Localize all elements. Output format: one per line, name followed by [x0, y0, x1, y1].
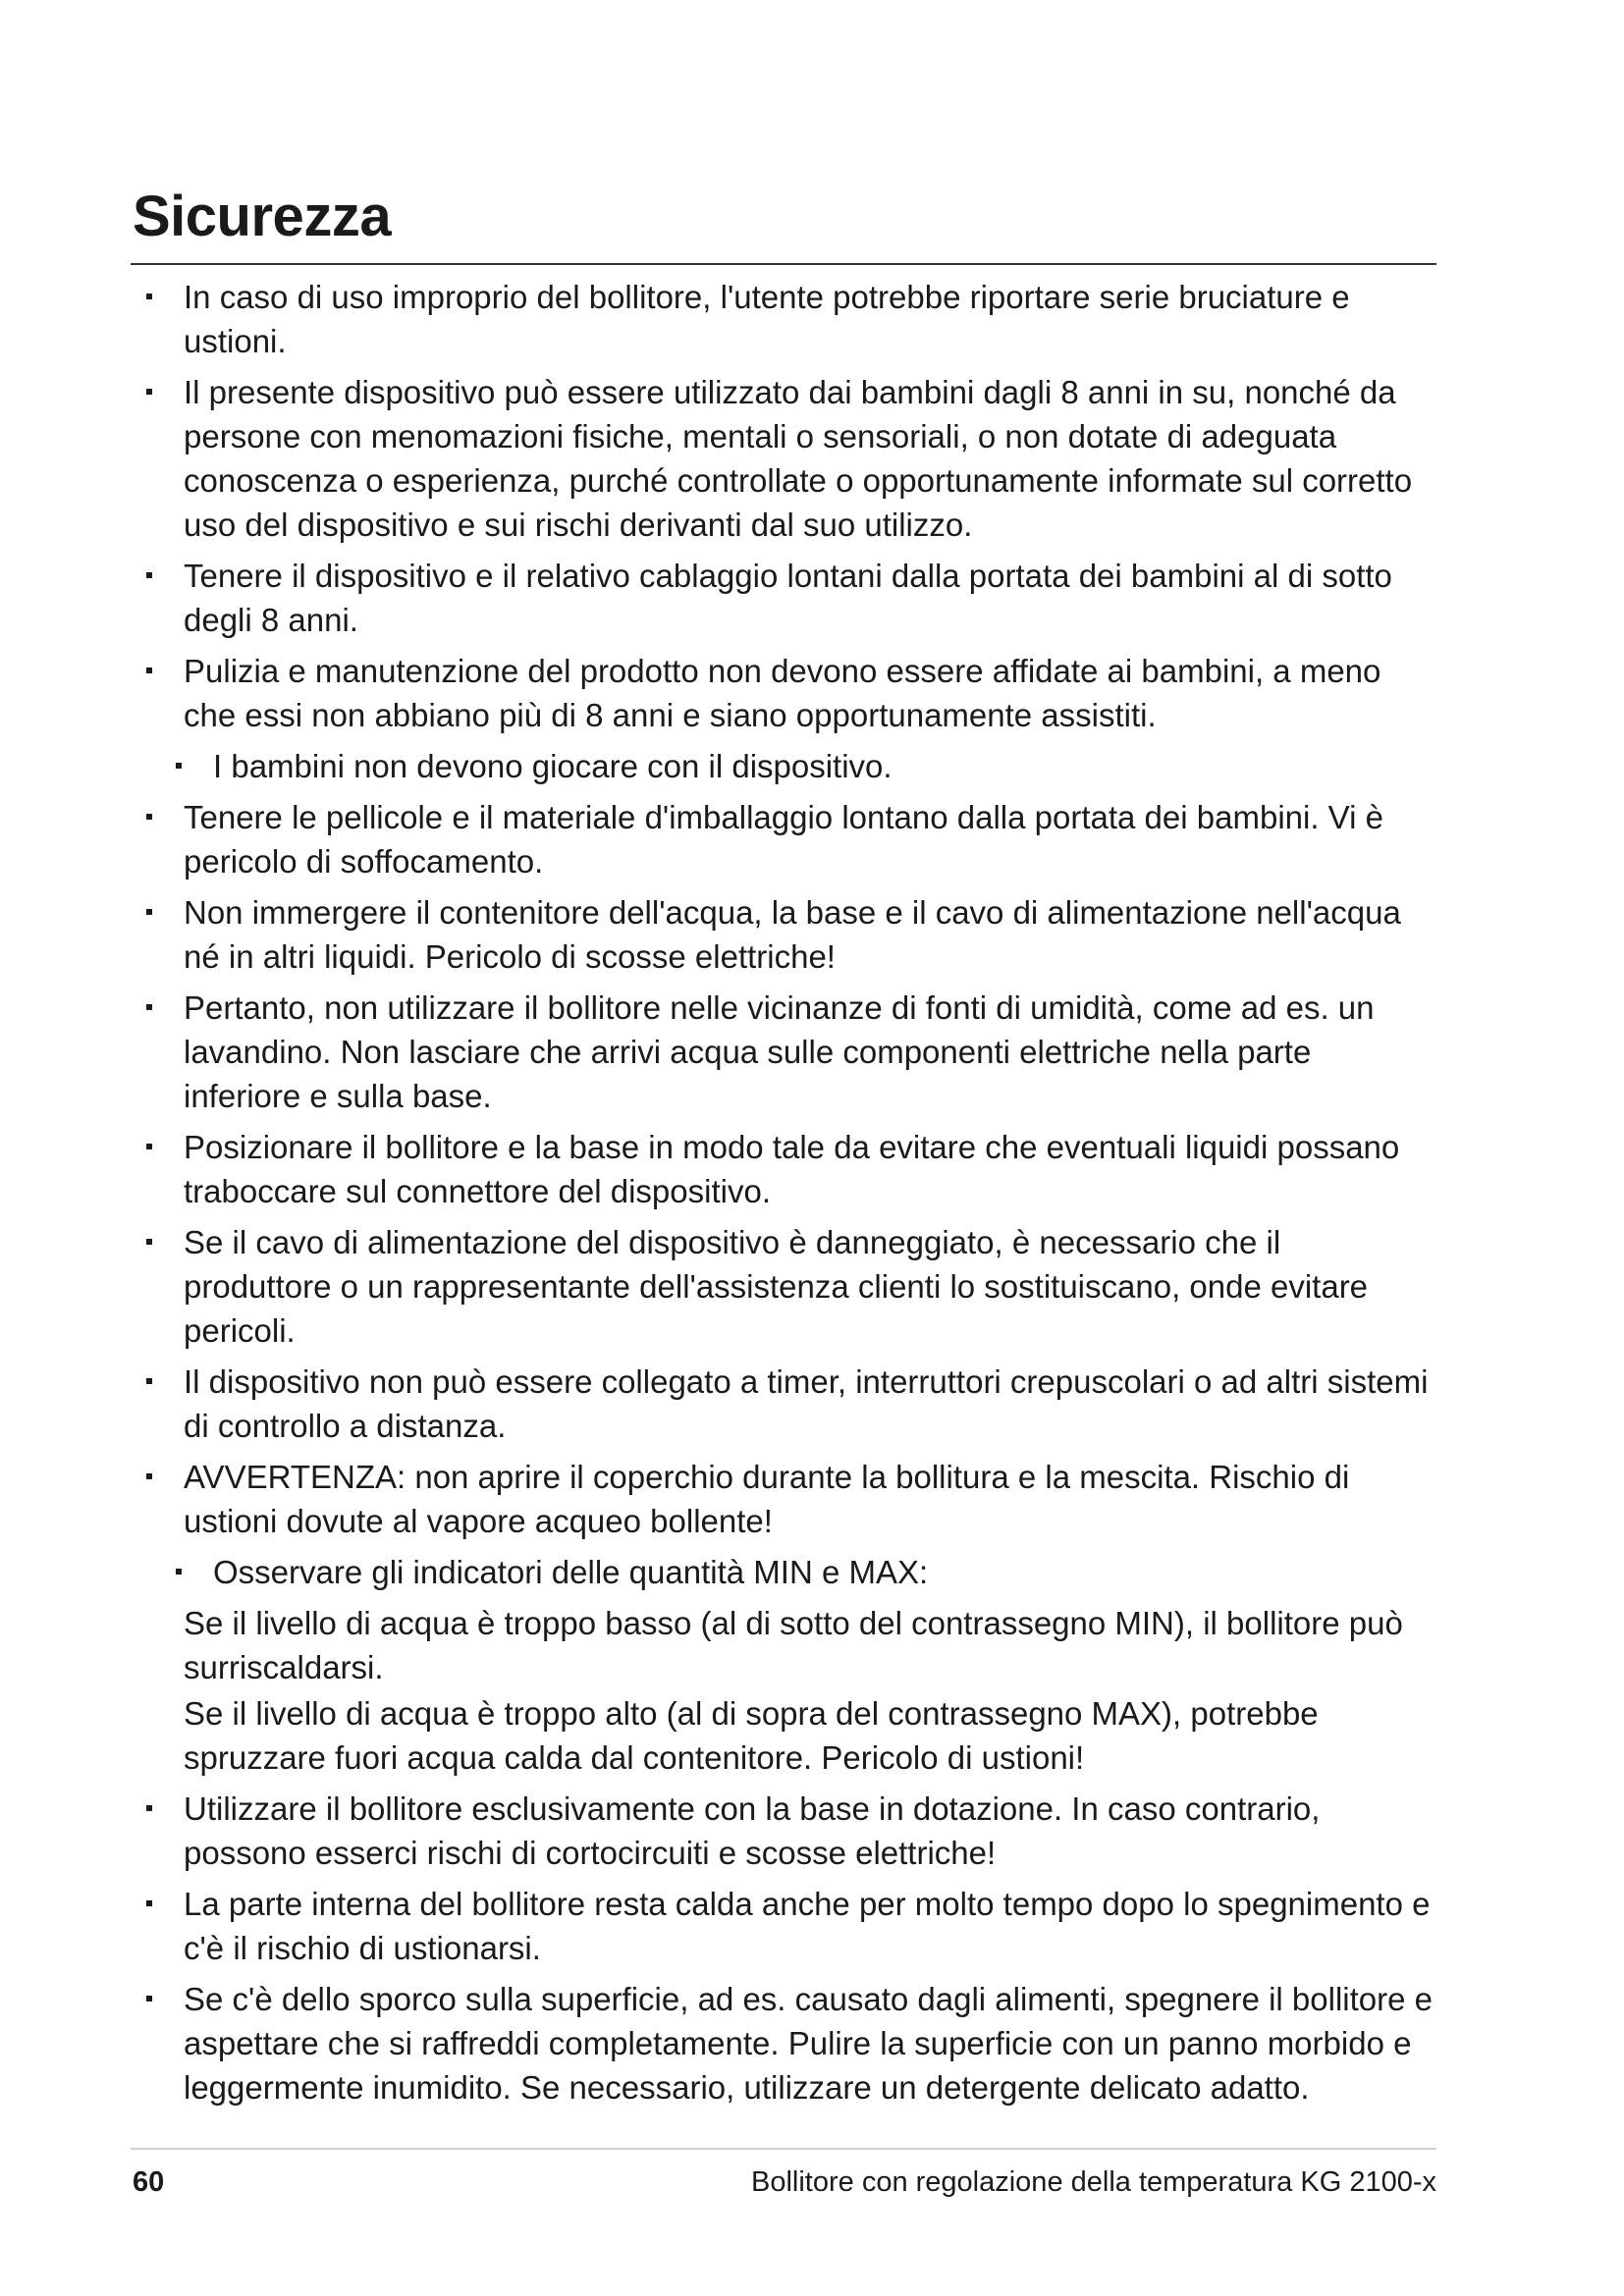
bullet-marker: [146, 1805, 152, 1811]
bullet-marker: [146, 1144, 152, 1149]
list-item: [131, 370, 1436, 547]
list-item-text: Se il cavo di alimentazione del dispositivo è danneggiato, è necessario che il produttore o un rappresentante dell'assistenza clienti lo sostituiscano, onde evitare pericoli.: [184, 1224, 1369, 1349]
list-item: [131, 1220, 1436, 1353]
list-item-text: Non immergere il contenitore dell'acqua, la base e il cavo di alimentazione nell'acqua né in altri liquidi. Pericolo di scosse elettriche!: [184, 894, 1401, 975]
list-item-text: Il presente dispositivo può essere utilizzato dai bambini dagli 8 anni in su, nonché da persone con menomazioni fisiche, mentali o sensoriali, o non dotate di adeguata conoscenza o esperienza, purché controllate o opportunamente informate sul corretto uso del dispositivo e sui rischi derivanti dal suo utilizzo.: [184, 374, 1413, 543]
list-item-text: Pulizia e manutenzione del prodotto non devono essere affidate ai bambini, a meno che essi non abbiano più di 8 anni e siano opportunamente assistiti.: [184, 653, 1381, 733]
list-item: [131, 890, 1436, 979]
document-page: [131, 177, 1436, 2116]
list-item: [131, 1360, 1436, 1448]
bullet-marker: [146, 572, 152, 578]
list-item-paragraph: Se il livello di acqua è troppo alto (al di sopra del contrassegno MAX), potrebbe spruzzare fuori acqua calda dal contenitore. Pericolo di ustioni!: [184, 1695, 1319, 1776]
page-number: 60: [133, 2166, 165, 2198]
list-item: [131, 1550, 1436, 1594]
list-item: [131, 795, 1436, 883]
section-title: Sicurezza: [133, 185, 392, 248]
bullet-marker: [146, 1004, 152, 1010]
bullet-marker: [146, 294, 152, 299]
bullet-marker: [146, 389, 152, 395]
list-item-text: Utilizzare il bollitore esclusivamente con la base in dotazione. In caso contrario, possono esserci rischi di cortocircuiti e scosse elettriche!: [184, 1790, 1321, 1871]
list-item-text: Tenere le pellicole e il materiale d'imballaggio lontano dalla portata dei bambini. Vi è pericolo di soffocamento.: [184, 799, 1383, 880]
list-item-text: Posizionare il bollitore e la base in modo tale da evitare che eventuali liquidi possano traboccare sul connettore del dispositivo.: [184, 1129, 1400, 1209]
list-item: [131, 986, 1436, 1118]
list-item-text: Osservare gli indicatori delle quantità MIN e MAX:: [213, 1554, 929, 1590]
list-item-text: Il dispositivo non può essere collegato a timer, interruttori crepuscolari o ad altri sistemi di controllo a distanza.: [184, 1363, 1429, 1444]
list-item: [131, 1787, 1436, 1875]
bullet-marker: [146, 1996, 152, 2002]
list-item-text: I bambini non devono giocare con il dispositivo.: [213, 748, 893, 784]
list-item: [131, 1882, 1436, 1970]
title-divider: [131, 263, 1436, 265]
list-item-text: Pertanto, non utilizzare il bollitore nelle vicinanze di fonti di umidità, come ad es. un lavandino. Non lasciare che arrivi acqua sulle componenti elettriche nella parte inferiore e sulla base.: [184, 989, 1375, 1114]
list-item-text: AVVERTENZA: non aprire il coperchio durante la bollitura e la mescita. Rischio di ustioni dovute al vapore acqueo bollente!: [184, 1459, 1350, 1539]
bullet-marker: [146, 1900, 152, 1906]
list-item-text: Tenere il dispositivo e il relativo cablaggio lontani dalla portata dei bambini al di sotto degli 8 anni.: [184, 558, 1392, 638]
bullet-marker: [146, 1378, 152, 1384]
list-item: [131, 275, 1436, 363]
list-item-text: La parte interna del bollitore resta calda anche per molto tempo dopo lo spegnimento e c'è il rischio di ustionarsi.: [184, 1886, 1431, 1966]
list-item: [131, 1125, 1436, 1213]
list-item: [131, 1455, 1436, 1543]
list-item-paragraph: Se il livello di acqua è troppo basso (al di sotto del contrassegno MIN), il bollitore può surriscaldarsi.: [184, 1605, 1403, 1685]
list-item: [131, 1977, 1436, 2109]
list-item: [131, 744, 1436, 788]
list-item-text: Se c'è dello sporco sulla superficie, ad es. causato dagli alimenti, spegnere il bollitore e aspettare che si raffreddi completamente. Pulire la superficie con un panno morbido e leggermente inumidito. Se necessario, utilizzare un detergente delicato adatto.: [184, 1981, 1434, 2106]
bullet-marker: [146, 667, 152, 673]
list-item: [131, 554, 1436, 642]
list-item: [131, 649, 1436, 737]
bullet-marker: [146, 1473, 152, 1479]
bullet-marker: [176, 763, 182, 769]
bullet-marker: [146, 1239, 152, 1245]
footer-divider: [131, 2148, 1436, 2150]
bullet-marker: [146, 909, 152, 915]
document-title: Bollitore con regolazione della temperatura KG 2100-x: [750, 2166, 1436, 2198]
list-item-text: In caso di uso improprio del bollitore, l'utente potrebbe riportare serie bruciature e ustioni.: [184, 279, 1350, 359]
bullet-marker: [176, 1569, 182, 1575]
safety-list: [131, 275, 1436, 2109]
bullet-marker: [146, 814, 152, 820]
